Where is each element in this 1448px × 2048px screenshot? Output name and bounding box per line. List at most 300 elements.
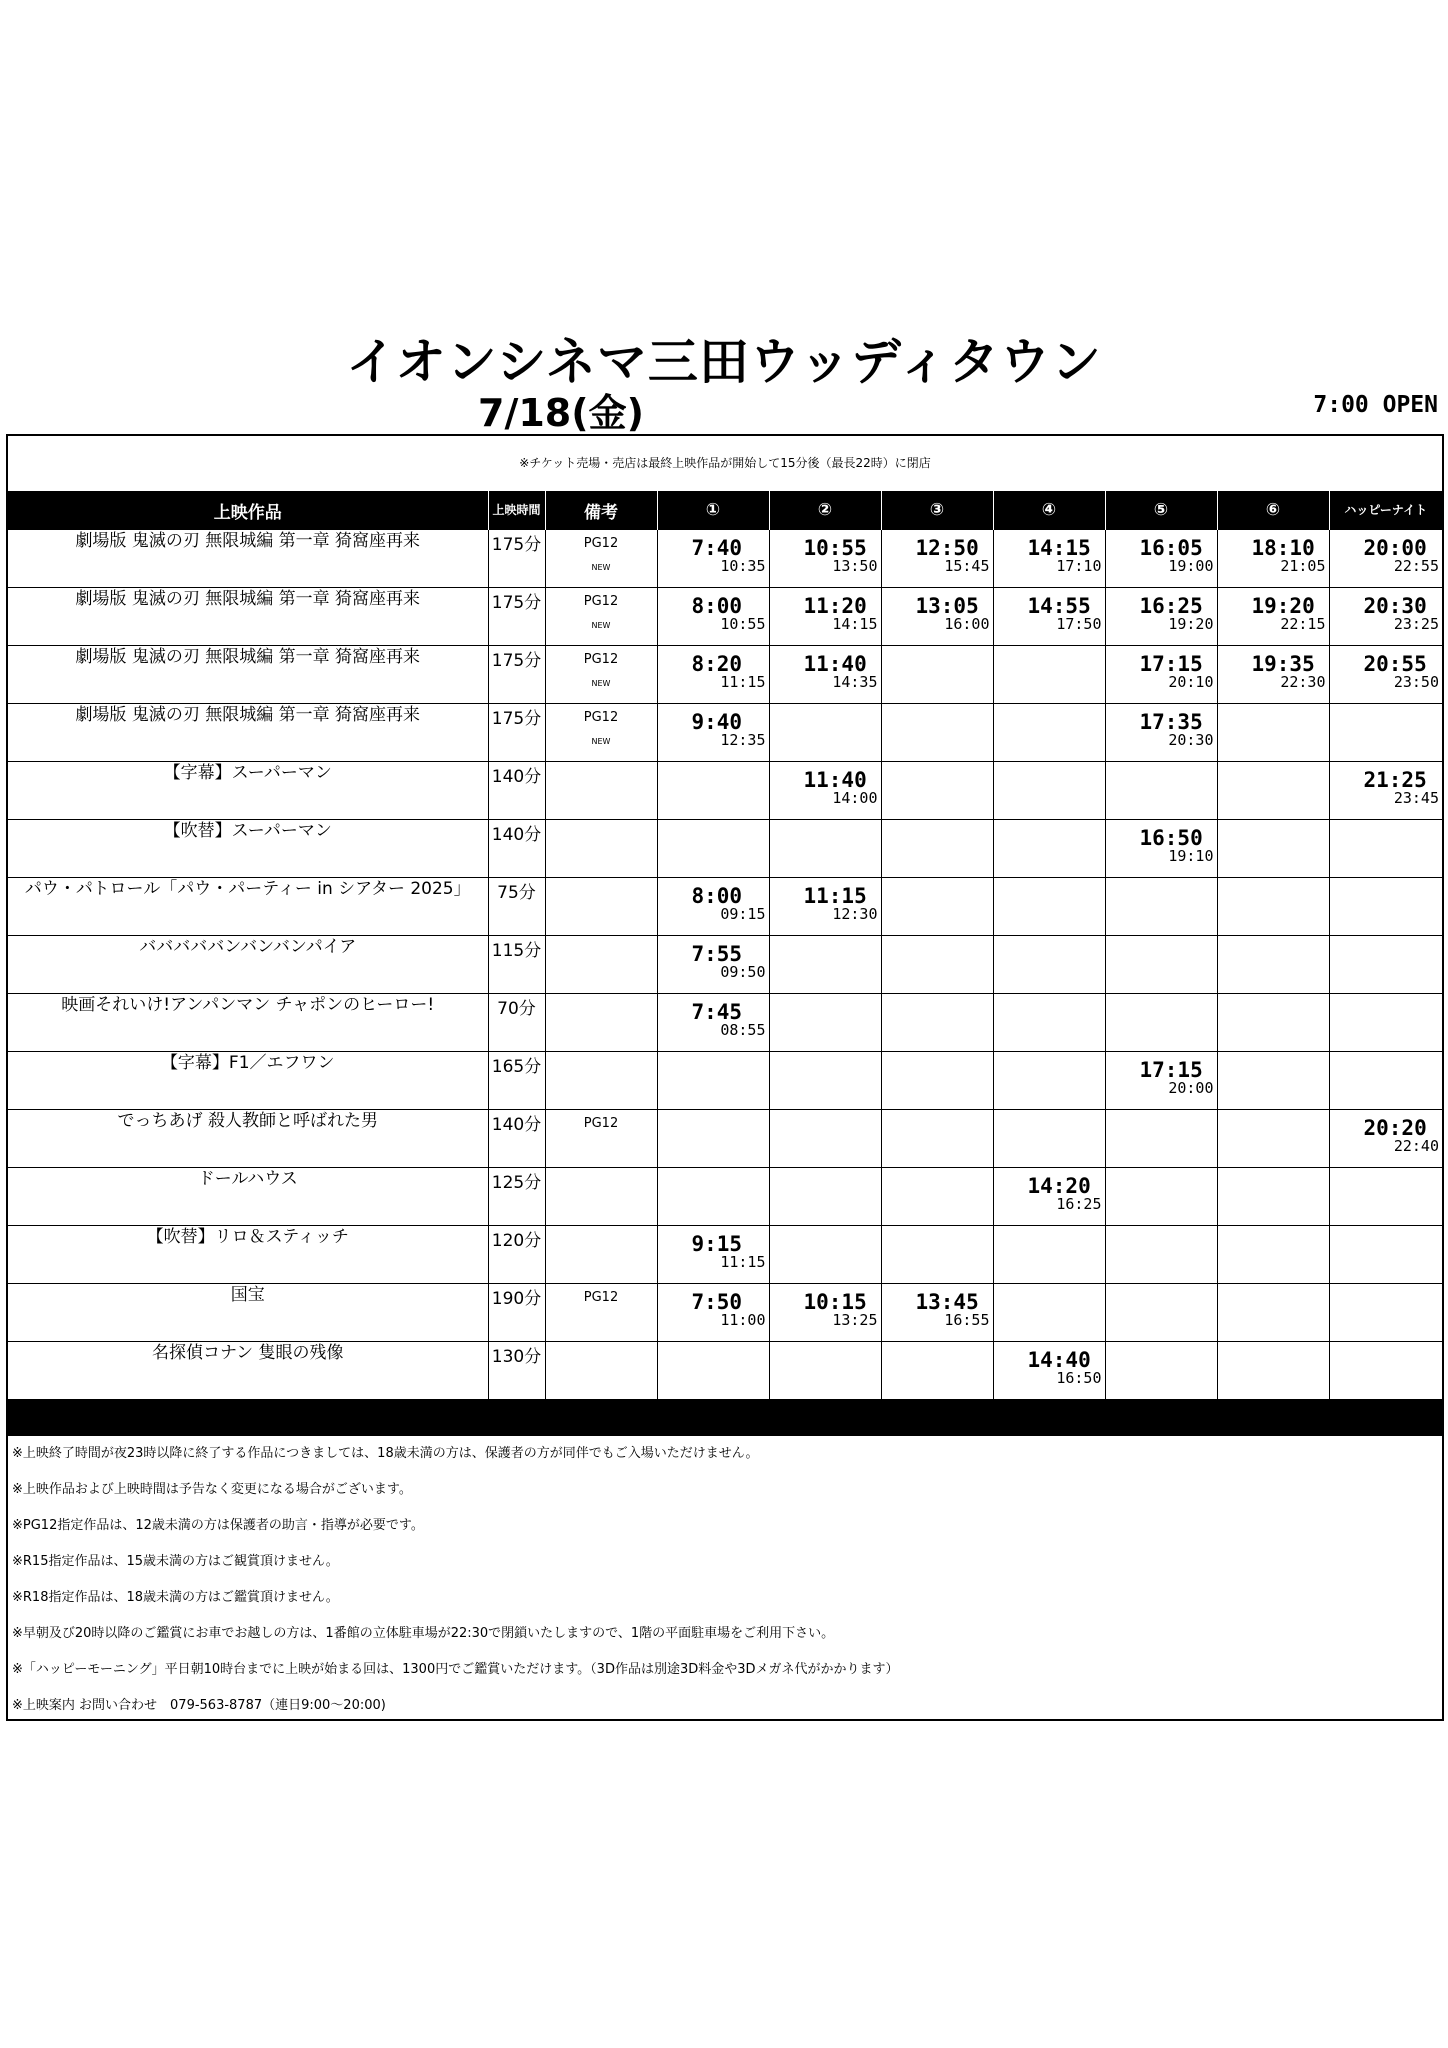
- end-time: 12:35: [720, 731, 766, 749]
- screen-2-cell: [769, 1052, 881, 1110]
- screen-4-cell: [993, 762, 1105, 820]
- movie-row: [8, 762, 1442, 820]
- screen-7-cell: [1329, 878, 1442, 936]
- screen-1-cell: [657, 936, 769, 994]
- screen-4-cell: [993, 820, 1105, 878]
- screen-1-cell: [657, 530, 769, 588]
- movie-row: [8, 704, 1442, 762]
- showtime: [658, 936, 769, 993]
- start-time: 10:15: [803, 1290, 867, 1314]
- screen-5-cell: [1105, 588, 1217, 646]
- end-time: 17:50: [1056, 615, 1102, 633]
- screen-6-cell: [1217, 1052, 1329, 1110]
- screen-1-cell: [657, 1110, 769, 1168]
- screen-4-cell: [993, 1052, 1105, 1110]
- end-time: 22:15: [1280, 615, 1326, 633]
- screen-1-cell: [657, 878, 769, 936]
- screen-1-cell: [657, 994, 769, 1052]
- footnote: ※「ハッピーモーニング」平日朝10時台までに上映が始まる回は、1300円でご鑑賞いただけます。（3D作品は別途3D料金や3Dメガネ代がかかります）: [12, 1662, 899, 1677]
- screen-5-cell: [1105, 646, 1217, 704]
- screen-6-cell: [1217, 588, 1329, 646]
- end-time: 21:05: [1280, 557, 1326, 575]
- showtime: [1218, 530, 1329, 587]
- screen-4-cell: [993, 704, 1105, 762]
- movie-title: 映画それいけ!アンパンマン チャポンのヒーロー!: [8, 994, 488, 1052]
- screen-5-cell: [1105, 994, 1217, 1052]
- movie-notes: [545, 1110, 657, 1168]
- screen-7-cell: [1329, 1226, 1442, 1284]
- header-screen-3: ③: [881, 491, 993, 530]
- movie-row: [8, 820, 1442, 878]
- ticket-notice: ※チケット売場・売店は最終上映作品が開始して15分後（最長22時）に閉店: [519, 456, 931, 470]
- screen-1-cell: [657, 820, 769, 878]
- movie-notes: [545, 762, 657, 820]
- screen-2-cell: [769, 1226, 881, 1284]
- screen-1-cell: [657, 1168, 769, 1226]
- screen-5-cell: [1105, 1226, 1217, 1284]
- movie-title: 劇場版 鬼滅の刃 無限城編 第一章 猗窩座再来: [8, 588, 488, 646]
- rating-badge: PG12: [583, 594, 619, 609]
- screen-5-cell: [1105, 936, 1217, 994]
- screen-5-cell: [1105, 704, 1217, 762]
- movie-duration: 165分: [488, 1052, 545, 1110]
- end-time: 14:35: [832, 673, 878, 691]
- header-title: 上映作品: [8, 491, 488, 530]
- screen-4-cell: [993, 1168, 1105, 1226]
- screen-3-cell: [881, 994, 993, 1052]
- showtime: [770, 646, 881, 703]
- screen-3-cell: [881, 1168, 993, 1226]
- movie-duration: 190分: [488, 1284, 545, 1342]
- screen-7-cell: [1329, 1168, 1442, 1226]
- screen-6-cell: [1217, 704, 1329, 762]
- start-time: 20:55: [1363, 652, 1427, 676]
- end-time: 20:00: [1168, 1079, 1214, 1097]
- showtime: [658, 1226, 769, 1283]
- screen-5-cell: [1105, 820, 1217, 878]
- showtime: [658, 646, 769, 703]
- start-time: 16:50: [1139, 826, 1203, 850]
- screen-5-cell: [1105, 1342, 1217, 1400]
- showtime: [882, 530, 993, 587]
- start-time: 16:25: [1139, 594, 1203, 618]
- screen-2-cell: [769, 1110, 881, 1168]
- screen-3-cell: [881, 1342, 993, 1400]
- movie-notes: [545, 1284, 657, 1342]
- end-time: 10:55: [720, 615, 766, 633]
- screen-5-cell: [1105, 762, 1217, 820]
- showtime: [1106, 704, 1217, 761]
- end-time: 16:50: [1056, 1369, 1102, 1387]
- screen-2-cell: [769, 704, 881, 762]
- screen-3-cell: [881, 1110, 993, 1168]
- screen-2-cell: [769, 1284, 881, 1342]
- showtime: [770, 530, 881, 587]
- rating-badge: PG12: [583, 536, 619, 551]
- end-time: 20:30: [1168, 731, 1214, 749]
- screen-7-cell: [1329, 994, 1442, 1052]
- movie-notes: [545, 588, 657, 646]
- start-time: 17:15: [1139, 652, 1203, 676]
- movie-notes: [545, 820, 657, 878]
- end-time: 11:15: [720, 673, 766, 691]
- movie-duration: 115分: [488, 936, 545, 994]
- screen-7-cell: [1329, 1284, 1442, 1342]
- header-screen-2: ②: [769, 491, 881, 530]
- showtime: [1106, 646, 1217, 703]
- footnote: ※PG12指定作品は、12歳未満の方は保護者の助言・指導が必要です。: [12, 1518, 424, 1533]
- screen-6-cell: [1217, 1110, 1329, 1168]
- start-time: 14:15: [1027, 536, 1091, 560]
- movie-title: 国宝: [8, 1284, 488, 1342]
- movie-row: [8, 1342, 1442, 1400]
- start-time: 17:35: [1139, 710, 1203, 734]
- movie-row: [8, 530, 1442, 588]
- movie-title: でっちあげ 殺人教師と呼ばれた男: [8, 1110, 488, 1168]
- screen-2-cell: [769, 762, 881, 820]
- movie-row: [8, 1226, 1442, 1284]
- start-time: 14:20: [1027, 1174, 1091, 1198]
- end-time: 23:25: [1393, 615, 1439, 633]
- screen-1-cell: [657, 1342, 769, 1400]
- screen-7-cell: [1329, 588, 1442, 646]
- start-time: 20:30: [1363, 594, 1427, 618]
- screen-6-cell: [1217, 820, 1329, 878]
- end-time: 12:30: [832, 905, 878, 923]
- showtime: [1330, 646, 1443, 703]
- rating-badge: PG12: [583, 710, 619, 725]
- screen-2-cell: [769, 994, 881, 1052]
- showtime: [994, 530, 1105, 587]
- screen-3-cell: [881, 1284, 993, 1342]
- showtime: [658, 530, 769, 587]
- screen-7-cell: [1329, 820, 1442, 878]
- screen-4-cell: [993, 646, 1105, 704]
- movie-duration: 120分: [488, 1226, 545, 1284]
- end-time: 13:50: [832, 557, 878, 575]
- header-happy-night: ハッピーナイト: [1329, 491, 1442, 530]
- movie-row: [8, 878, 1442, 936]
- start-time: 19:35: [1251, 652, 1315, 676]
- start-time: 10:55: [803, 536, 867, 560]
- start-time: 12:50: [915, 536, 979, 560]
- footnote: ※R15指定作品は、15歳未満の方はご観賞頂けません。: [12, 1554, 339, 1569]
- showtime: [1106, 530, 1217, 587]
- start-time: 7:50: [691, 1290, 743, 1314]
- screen-6-cell: [1217, 994, 1329, 1052]
- cinema-name: イオンシネマ三田ウッディタウン: [346, 333, 1102, 391]
- start-time: 19:20: [1251, 594, 1315, 618]
- movie-row: [8, 936, 1442, 994]
- screen-7-cell: [1329, 646, 1442, 704]
- screen-7-cell: [1329, 704, 1442, 762]
- screen-4-cell: [993, 530, 1105, 588]
- screen-6-cell: [1217, 936, 1329, 994]
- movie-title: 名探偵コナン 隻眼の残像: [8, 1342, 488, 1400]
- header-screen-1: ①: [657, 491, 769, 530]
- end-time: 19:20: [1168, 615, 1214, 633]
- rating-badge: PG12: [583, 652, 619, 667]
- movie-row: [8, 588, 1442, 646]
- start-time: 8:20: [691, 652, 743, 676]
- footnote: ※R18指定作品は、18歳未満の方はご鑑賞頂けません。: [12, 1590, 339, 1605]
- movie-title: 【吹替】スーパーマン: [8, 820, 488, 878]
- footnotes: [8, 1436, 1442, 1724]
- movie-title: ドールハウス: [8, 1168, 488, 1226]
- showtime: [770, 762, 881, 819]
- screen-1-cell: [657, 588, 769, 646]
- showtime: [1330, 762, 1443, 819]
- showtime-table: [8, 491, 1442, 1400]
- screen-3-cell: [881, 704, 993, 762]
- start-time: 13:05: [915, 594, 979, 618]
- start-time: 14:55: [1027, 594, 1091, 618]
- screen-1-cell: [657, 1052, 769, 1110]
- screen-1-cell: [657, 704, 769, 762]
- movie-row: [8, 1052, 1442, 1110]
- end-time: 08:55: [720, 1021, 766, 1039]
- movie-duration: 175分: [488, 530, 545, 588]
- movie-duration: 140分: [488, 820, 545, 878]
- header-notes: 備考: [545, 491, 657, 530]
- end-time: 19:00: [1168, 557, 1214, 575]
- footnote: ※上映作品および上映時間は予告なく変更になる場合がございます。: [12, 1482, 412, 1497]
- showtime: [658, 994, 769, 1051]
- screen-7-cell: [1329, 762, 1442, 820]
- start-time: 8:00: [691, 884, 743, 908]
- screen-2-cell: [769, 588, 881, 646]
- screen-5-cell: [1105, 1110, 1217, 1168]
- movie-notes: [545, 1052, 657, 1110]
- screen-4-cell: [993, 994, 1105, 1052]
- end-time: 16:55: [944, 1311, 990, 1329]
- movie-duration: 75分: [488, 878, 545, 936]
- screen-5-cell: [1105, 878, 1217, 936]
- movie-title: 劇場版 鬼滅の刃 無限城編 第一章 猗窩座再来: [8, 530, 488, 588]
- start-time: 9:40: [691, 710, 743, 734]
- screen-6-cell: [1217, 1342, 1329, 1400]
- screen-6-cell: [1217, 762, 1329, 820]
- start-time: 9:15: [691, 1232, 743, 1256]
- screen-1-cell: [657, 646, 769, 704]
- movie-title: 劇場版 鬼滅の刃 無限城編 第一章 猗窩座再来: [8, 646, 488, 704]
- screen-7-cell: [1329, 530, 1442, 588]
- movie-row: [8, 1168, 1442, 1226]
- start-time: 20:20: [1363, 1116, 1427, 1140]
- start-time: 8:00: [691, 594, 743, 618]
- screen-4-cell: [993, 588, 1105, 646]
- screen-4-cell: [993, 1342, 1105, 1400]
- schedule-date: 7/18(金): [478, 391, 644, 435]
- movie-notes: [545, 936, 657, 994]
- showtime: [882, 588, 993, 645]
- end-time: 16:25: [1056, 1195, 1102, 1213]
- showtime: [658, 1284, 769, 1341]
- screen-5-cell: [1105, 1168, 1217, 1226]
- movie-notes: [545, 1168, 657, 1226]
- start-time: 11:20: [803, 594, 867, 618]
- movie-duration: 175分: [488, 588, 545, 646]
- screen-1-cell: [657, 1226, 769, 1284]
- movie-duration: 125分: [488, 1168, 545, 1226]
- screen-5-cell: [1105, 1052, 1217, 1110]
- start-time: 7:40: [691, 536, 743, 560]
- movie-title: 【吹替】リロ＆スティッチ: [8, 1226, 488, 1284]
- start-time: 17:15: [1139, 1058, 1203, 1082]
- movie-title: 劇場版 鬼滅の刃 無限城編 第一章 猗窩座再来: [8, 704, 488, 762]
- showtime: [770, 878, 881, 935]
- new-badge: NEW: [591, 563, 611, 572]
- movie-notes: [545, 1342, 657, 1400]
- separator-bar: [8, 1400, 1442, 1436]
- showtime: [1106, 588, 1217, 645]
- screen-3-cell: [881, 878, 993, 936]
- screen-7-cell: [1329, 936, 1442, 994]
- schedule-sheet: [6, 434, 1444, 1721]
- movie-notes: [545, 878, 657, 936]
- showtime: [658, 878, 769, 935]
- end-time: 15:45: [944, 557, 990, 575]
- rating-badge: PG12: [583, 1290, 619, 1305]
- movie-row: [8, 1284, 1442, 1342]
- screen-3-cell: [881, 762, 993, 820]
- screen-5-cell: [1105, 1284, 1217, 1342]
- showtime: [882, 1284, 993, 1341]
- header-screen-6: ⑥: [1217, 491, 1329, 530]
- showtime: [1106, 1052, 1217, 1109]
- showtime: [1106, 820, 1217, 877]
- rating-badge: PG12: [583, 1116, 619, 1131]
- showtime: [994, 1342, 1105, 1399]
- movie-notes: [545, 530, 657, 588]
- screen-3-cell: [881, 530, 993, 588]
- screen-7-cell: [1329, 1052, 1442, 1110]
- screen-2-cell: [769, 1342, 881, 1400]
- end-time: 09:15: [720, 905, 766, 923]
- start-time: 7:45: [691, 1000, 743, 1024]
- showtime: [1218, 588, 1329, 645]
- screen-3-cell: [881, 1052, 993, 1110]
- movie-duration: 175分: [488, 646, 545, 704]
- showtime: [658, 704, 769, 761]
- screen-2-cell: [769, 936, 881, 994]
- start-time: 20:00: [1363, 536, 1427, 560]
- screen-6-cell: [1217, 878, 1329, 936]
- start-time: 14:40: [1027, 1348, 1091, 1372]
- movie-duration: 130分: [488, 1342, 545, 1400]
- screen-2-cell: [769, 530, 881, 588]
- movie-title: 【字幕】スーパーマン: [8, 762, 488, 820]
- end-time: 09:50: [720, 963, 766, 981]
- end-time: 22:30: [1280, 673, 1326, 691]
- screen-4-cell: [993, 1284, 1105, 1342]
- movie-row: [8, 646, 1442, 704]
- end-time: 14:15: [832, 615, 878, 633]
- movie-notes: [545, 1226, 657, 1284]
- end-time: 20:10: [1168, 673, 1214, 691]
- showtime: [994, 588, 1105, 645]
- showtime: [1330, 1110, 1443, 1167]
- movie-notes: [545, 704, 657, 762]
- end-time: 22:55: [1393, 557, 1439, 575]
- movie-duration: 70分: [488, 994, 545, 1052]
- start-time: 13:45: [915, 1290, 979, 1314]
- movie-title: パウ・パトロール「パウ・パーティー in シアター 2025」: [8, 878, 488, 936]
- movie-duration: 140分: [488, 762, 545, 820]
- start-time: 11:40: [803, 652, 867, 676]
- screen-6-cell: [1217, 1168, 1329, 1226]
- screen-2-cell: [769, 646, 881, 704]
- end-time: 22:40: [1393, 1137, 1439, 1155]
- screen-7-cell: [1329, 1110, 1442, 1168]
- screen-6-cell: [1217, 1284, 1329, 1342]
- end-time: 11:15: [720, 1253, 766, 1271]
- footnote: ※上映終了時間が夜23時以降に終了する作品につきましては、18歳未満の方は、保護者の方が同伴でもご入場いただけません。: [12, 1446, 759, 1461]
- open-time: 7:00 OPEN: [1313, 392, 1438, 418]
- screen-2-cell: [769, 820, 881, 878]
- screen-3-cell: [881, 1226, 993, 1284]
- showtime: [658, 588, 769, 645]
- showtime: [770, 588, 881, 645]
- end-time: 23:50: [1393, 673, 1439, 691]
- end-time: 10:35: [720, 557, 766, 575]
- end-time: 11:00: [720, 1311, 766, 1329]
- end-time: 23:45: [1393, 789, 1439, 807]
- end-time: 16:00: [944, 615, 990, 633]
- movie-title: バババババンバンバンパイア: [8, 936, 488, 994]
- screen-1-cell: [657, 762, 769, 820]
- movie-notes: [545, 646, 657, 704]
- movie-row: [8, 994, 1442, 1052]
- new-badge: NEW: [591, 679, 611, 688]
- table-header-row: [8, 491, 1442, 530]
- start-time: 11:40: [803, 768, 867, 792]
- start-time: 7:55: [691, 942, 743, 966]
- end-time: 14:00: [832, 789, 878, 807]
- screen-4-cell: [993, 936, 1105, 994]
- movie-notes: [545, 994, 657, 1052]
- footnote: ※早朝及び20時以降のご鑑賞にお車でお越しの方は、1番館の立体駐車場が22:30で閉鎖いたしますので、1階の平面駐車場をご利用下さい。: [12, 1626, 835, 1641]
- showtime: [770, 1284, 881, 1341]
- new-badge: NEW: [591, 621, 611, 630]
- end-time: 13:25: [832, 1311, 878, 1329]
- screen-3-cell: [881, 588, 993, 646]
- movie-duration: 140分: [488, 1110, 545, 1168]
- header-screen-5: ⑤: [1105, 491, 1217, 530]
- screen-5-cell: [1105, 530, 1217, 588]
- screen-4-cell: [993, 1226, 1105, 1284]
- screen-2-cell: [769, 878, 881, 936]
- screen-7-cell: [1329, 1342, 1442, 1400]
- end-time: 17:10: [1056, 557, 1102, 575]
- screen-3-cell: [881, 936, 993, 994]
- movie-row: [8, 1110, 1442, 1168]
- screen-6-cell: [1217, 1226, 1329, 1284]
- showtime: [1330, 530, 1443, 587]
- start-time: 16:05: [1139, 536, 1203, 560]
- start-time: 21:25: [1363, 768, 1427, 792]
- screen-1-cell: [657, 1284, 769, 1342]
- end-time: 19:10: [1168, 847, 1214, 865]
- screen-2-cell: [769, 1168, 881, 1226]
- screen-4-cell: [993, 1110, 1105, 1168]
- screen-6-cell: [1217, 646, 1329, 704]
- showtime: [994, 1168, 1105, 1225]
- showtime: [1330, 588, 1443, 645]
- screen-3-cell: [881, 820, 993, 878]
- new-badge: NEW: [591, 737, 611, 746]
- screen-3-cell: [881, 646, 993, 704]
